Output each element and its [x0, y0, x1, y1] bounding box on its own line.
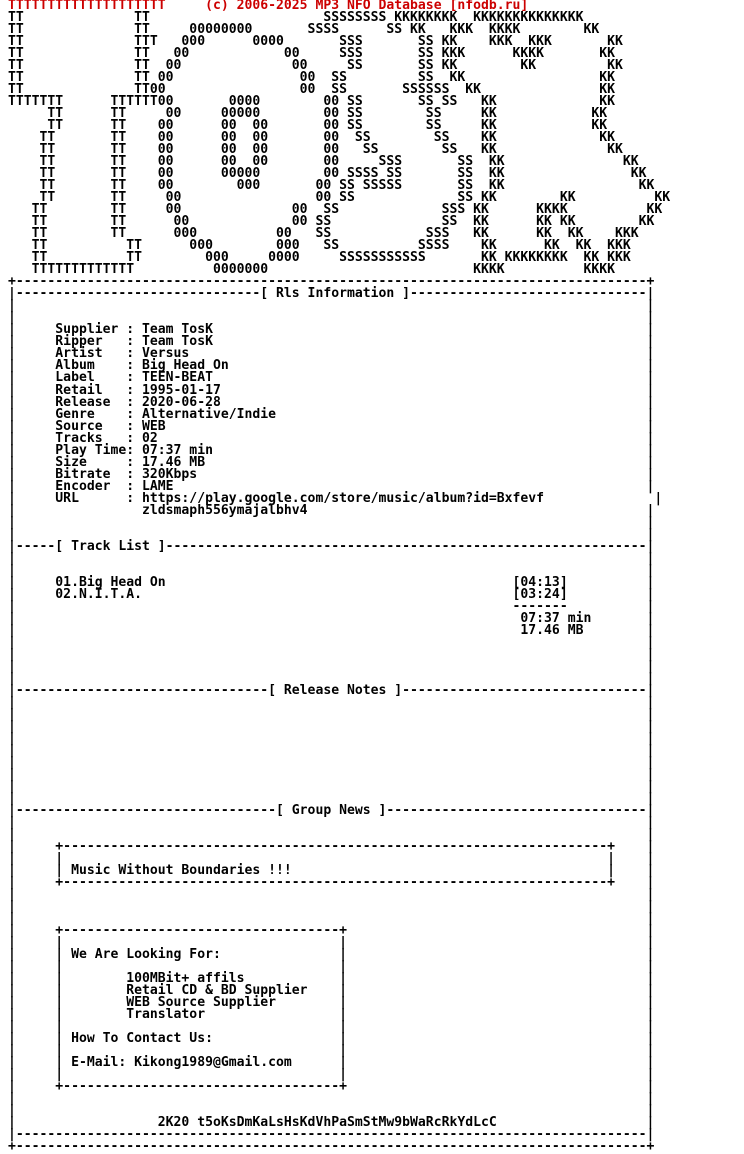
nfo-line: | | — [8, 658, 655, 674]
nfo-line: TT TT 00 00 SS SS KK KK KK — [8, 190, 671, 206]
nfo-line: | | — [8, 298, 655, 314]
nfo-line: | | — [8, 694, 655, 710]
nfo-line: | Play Time: 07:37 min | — [8, 442, 655, 458]
nfo-line: | | — [8, 706, 655, 722]
nfo-line: TT TT SSSSSSSS KKKKKKKK KKKKKKKKKKKKKK — [8, 10, 584, 26]
nfo-line: | Tracks : 02 | — [8, 430, 655, 446]
nfo-line: | Encoder : LAME | — [8, 478, 655, 494]
nfo-line: TT TT00 00 SS SSSSSS KK KK — [8, 82, 615, 98]
nfo-line: | | E-Mail: Kikong1989@Gmail.com | | — [8, 1055, 655, 1071]
nfo-line: | | We Are Looking For: | | — [8, 947, 655, 963]
nfo-line: | | — [8, 911, 655, 927]
nfo-line: | Bitrate : 320Kbps | — [8, 466, 655, 482]
nfo-document — [8, 0, 670, 1154]
nfo-line: TT TT 00 00000 00 SSSS SS SS KK KK — [8, 166, 647, 182]
nfo-line: TT TT 00 00 SS SS KK KK KK KK — [8, 214, 655, 230]
nfo-line: TT TT 00 00 00 00 SS SS KK KK — [8, 142, 623, 158]
nfo-line: | 2K20 t5oKsDmKaLsHsKdVhPaSmStMw9bWaRcRkYdLcC | — [8, 1115, 655, 1131]
nfo-line: | | — [8, 742, 655, 758]
nfo-line: TT TT 00 00 00 00 SS SS KK KK — [8, 130, 615, 146]
nfo-line: TT TT 000 0000 SSSSSSSSSSS KK KKKKKKKK KK KKK — [8, 250, 631, 266]
nfo-line: TT TT 00 00 SS SS KK KK KK — [8, 58, 623, 74]
nfo-line: | | — [8, 887, 655, 903]
nfo-line: +--------------------------------------------------------------------------------+ — [8, 1139, 655, 1154]
nfo-line: TT TT 00000000 SSSS SS KK KKK KKKK KK — [8, 22, 600, 38]
nfo-line: | | Translator | | — [8, 1007, 655, 1023]
nfo-line: | | — [8, 899, 655, 915]
nfo-line: | | — [8, 791, 655, 807]
nfo-line: | Release : 2020-06-28 | — [8, 394, 655, 410]
nfo-line: | | — [8, 310, 655, 326]
nfo-line: |--------------------------------[ Release Notes ]-------------------------------| — [8, 682, 655, 698]
nfo-line: | | — [8, 730, 655, 746]
nfo-line: | | Retail CD & BD Supplier | | — [8, 983, 655, 999]
nfo-line: | +---------------------------------------------------------------------+ | — [8, 875, 655, 891]
nfo-line: | | — [8, 670, 655, 686]
nfo-line: | 01.Big Head On [04:13] | — [8, 574, 655, 590]
nfo-line: TT TT 00 00 SS SS KK KK — [8, 70, 615, 86]
nfo-line: | 02.N.I.T.A. [03:24] | — [8, 586, 655, 602]
nfo-line: TT TT 00 00 00 00 SSS SS KK KK — [8, 154, 639, 170]
nfo-line: | | | | — [8, 935, 655, 951]
nfo-line: | Genre : Alternative/Indie | — [8, 406, 655, 422]
nfo-line: | 17.46 MB | — [8, 622, 655, 638]
nfo-line: | | — [8, 815, 655, 831]
nfo-line: | | | | — [8, 851, 655, 867]
nfo-line: TT TTT 000 0000 SSS SS KK KKK KKK KK — [8, 34, 623, 50]
nfo-line: | | — [8, 754, 655, 770]
nfo-line: | | | | — [8, 1043, 655, 1059]
nfo-line: | 07:37 min | — [8, 610, 655, 626]
nfo-line: | Size : 17.46 MB | — [8, 454, 655, 470]
nfo-line: | ------- | — [8, 598, 655, 614]
nfo-line: | | — [8, 634, 655, 650]
nfo-line: +--------------------------------------------------------------------------------+ — [8, 274, 655, 290]
nfo-line: | | — [8, 514, 655, 530]
nfo-line: | | — [8, 1091, 655, 1107]
nfo-line: | | | | — [8, 959, 655, 975]
nfo-line: | Retail : 1995-01-17 | — [8, 382, 655, 398]
nfo-line: | | | | — [8, 1019, 655, 1035]
nfo-line: TTTTTTTTTTTTT 0000000 KKKK KKKK — [8, 262, 615, 278]
nfo-line: TT TT 00 00 SSS SS KKK KKKK KK — [8, 46, 615, 62]
nfo-line: TT TT 000 00 SS SSS KK KK KK KKK — [8, 226, 639, 242]
nfo-line: | Supplier : Team TosK | — [8, 322, 655, 338]
nfo-line: | | — [8, 767, 655, 782]
nfo-line: TT TT 00 00000 00 SS SS KK KK — [8, 106, 608, 122]
nfo-line: | | — [8, 550, 655, 566]
nfo-line: | Artist : Versus | — [8, 346, 655, 362]
nfo-line: | Album : Big Head On | — [8, 358, 655, 374]
nfo-line: TT TT 00 00 SS SSS KK KKKK KK — [8, 202, 663, 218]
nfo-line: | | — [8, 562, 655, 578]
nfo-line: | zldsmaph556ymajalbhv4 | — [8, 502, 655, 518]
nfo-line: | | — [8, 718, 655, 734]
nfo-line: TT TT 00 00 00 00 SS SS KK KK — [8, 118, 608, 134]
nfo-line: | URL : https://play.google.com/store/music/album?id=Bxfevf | — [8, 490, 663, 506]
nfo-line: TTTTTTT TTTTTT00 0000 00 SS SS SS KK KK — [8, 94, 615, 110]
nfo-line: TT TT 00 000 00 SS SSSSS SS KK KK — [8, 178, 655, 194]
nfo-line: | +-----------------------------------+ | — [8, 923, 655, 939]
nfo-line: | | — [8, 1103, 655, 1119]
nfo-line: | +-----------------------------------+ | — [8, 1079, 655, 1095]
nfo-line: | | — [8, 646, 655, 662]
nfo-line: |-----[ Track List ]-------------------------------------------------------------| — [8, 538, 655, 554]
nfo-line: | | — [8, 827, 655, 843]
nfodb-credit-line: TTTTTTTTTTTTTTTTTTTT (c) 2006-2025 MP3 NFO Database [nfodb.ru] — [8, 0, 529, 13]
nfo-line: | | 100MBit+ affils | | — [8, 971, 655, 987]
nfo-line: | | Music Without Boundaries !!! | | — [8, 863, 655, 879]
nfo-line: | Source : WEB | — [8, 418, 655, 434]
nfo-line: | | How To Contact Us: | | — [8, 1031, 655, 1047]
nfo-line: |-------------------------------[ Rls Information ]------------------------------| — [8, 286, 655, 302]
nfo-line: TT TT 000 000 SS SSSS KK KK KK KKK — [8, 238, 631, 254]
nfo-line: |---------------------------------[ Group News ]---------------------------------| — [8, 803, 655, 819]
nfo-line: | | — [8, 526, 655, 542]
nfo-line: | Ripper : Team TosK | — [8, 334, 655, 350]
nfo-line: | | — [8, 779, 655, 795]
nfo-line: | +---------------------------------------------------------------------+ | — [8, 839, 655, 855]
nfo-line: | | WEB Source Supplier | | — [8, 995, 655, 1011]
nfo-line: | | | | — [8, 1067, 655, 1083]
nfo-line: | Label : TEEN-BEAT | — [8, 370, 655, 386]
nfo-line: |--------------------------------------------------------------------------------| — [8, 1127, 655, 1143]
